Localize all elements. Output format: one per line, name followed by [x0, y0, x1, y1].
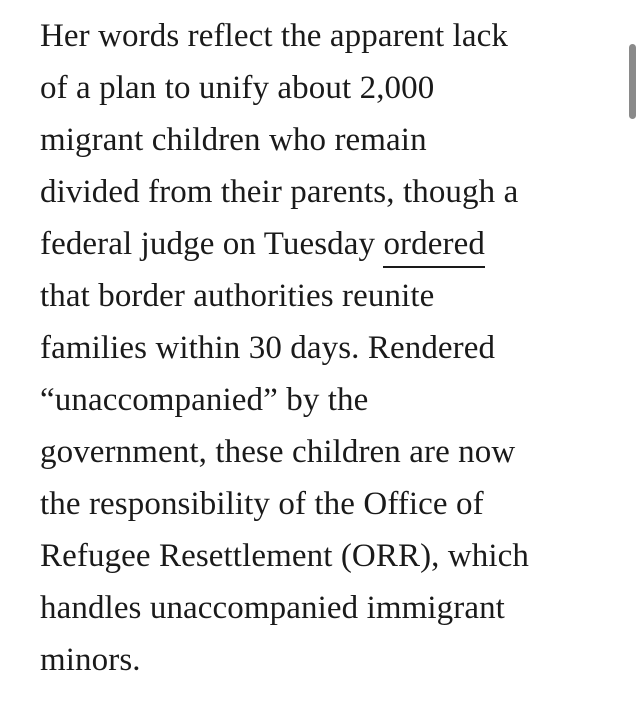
- paragraph-line: of a plan to unify about 2,000: [40, 70, 435, 106]
- paragraph-line: families within 30 days. Rendered: [40, 330, 496, 366]
- paragraph-line-with-link: [40, 218, 620, 270]
- paragraph-line: minors.: [40, 642, 141, 678]
- scrollbar-thumb[interactable]: [629, 44, 636, 119]
- paragraph-line: “unaccompanied” by the: [40, 382, 369, 418]
- paragraph-line: migrant children who remain: [40, 122, 427, 158]
- paragraph-line: government, these children are now: [40, 434, 516, 470]
- paragraph-line: divided from their parents, though a: [40, 174, 519, 210]
- paragraph-line: Her words reflect the apparent lack: [40, 18, 509, 54]
- paragraph-line: handles unaccompanied immigrant: [40, 590, 505, 626]
- paragraph-line: the responsibility of the Office of: [40, 486, 484, 522]
- paragraph-line: that border authorities reunite: [40, 278, 435, 314]
- ordered-link[interactable]: ordered: [383, 226, 484, 268]
- paragraph-text: federal judge on Tuesday: [40, 226, 384, 262]
- article-body: [40, 10, 620, 686]
- paragraph-line: Refugee Resettlement (ORR), which: [40, 538, 530, 574]
